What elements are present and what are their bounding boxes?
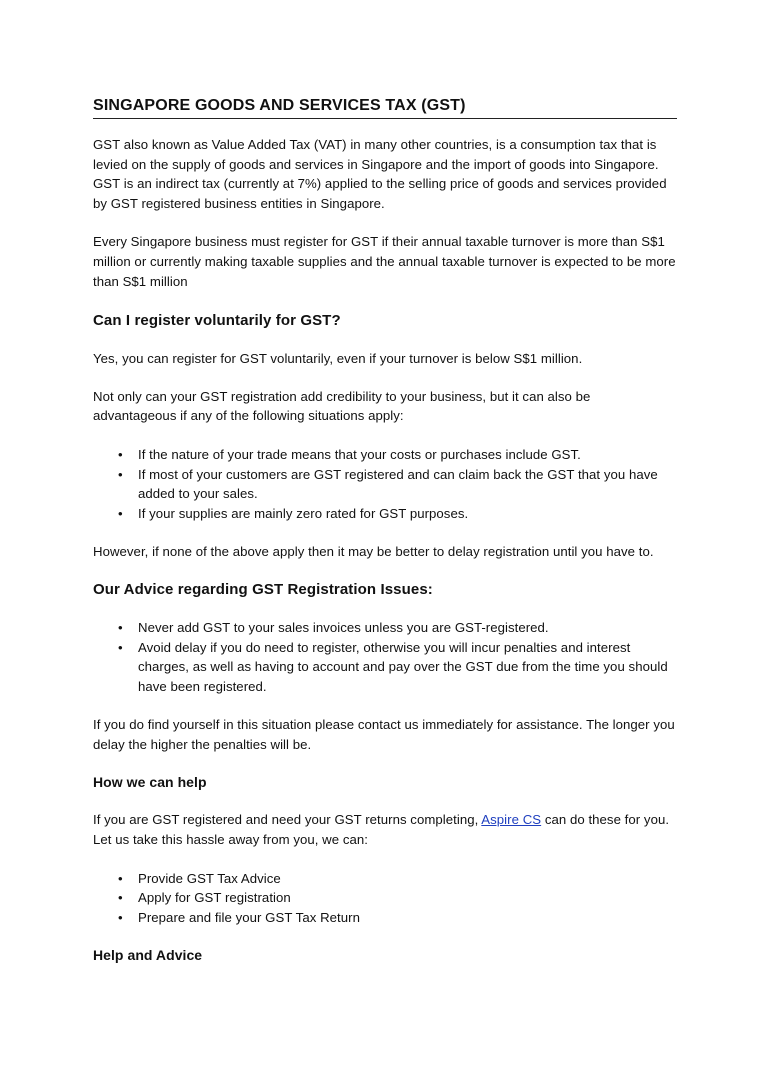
bullet-icon: •	[118, 639, 123, 655]
intro-paragraph: Every Singapore business must register for GST if their annual taxable turnover is more than S$1 million or currently making taxable supplies and the annual taxable turnover is expected to be more than S$1 million	[93, 234, 676, 289]
aspire-cs-link[interactable]: Aspire CS	[481, 812, 542, 828]
voluntary-paragraph: Not only can your GST registration add credibility to your business, but it can also be advantageous if any of the following situations apply:	[93, 388, 591, 424]
list-item-text: If most of your customers are GST registered and can claim back the GST that you have added to your sales.	[138, 466, 658, 502]
voluntary-paragraph: However, if none of the above apply then it may be better to delay registration until you have to.	[93, 544, 654, 560]
bullet-icon: •	[118, 909, 123, 925]
list-item	[93, 504, 677, 524]
advice-paragraph: If you do find yourself in this situation please contact us immediately for assistance. The longer you delay the higher the penalties will be.	[93, 717, 675, 752]
list-item	[93, 908, 677, 928]
bullet-icon: •	[118, 619, 123, 635]
help-bullet-list	[93, 869, 677, 928]
section-heading-voluntary: Can I register voluntarily for GST?	[93, 312, 341, 330]
list-item	[93, 888, 677, 908]
help-text-after-link: can do these for you. Let us take this hassle away from you, we can:	[93, 812, 670, 848]
section-heading-advice: Our Advice regarding GST Registration Issues:	[93, 580, 433, 598]
bullet-icon: •	[118, 446, 123, 462]
intro-paragraph: GST also known as Value Added Tax (VAT) in many other countries, is a consumption tax that is levied on the supply of goods and services in Singapore and the import of goods into Singapore. GST is an indirect tax (currently at 7%) applied to the selling price of goods and services provided by GST registered business entities in Singapore.	[93, 137, 667, 211]
help-text-before-link: If you are GST registered and need your GST returns completing,	[93, 812, 482, 828]
list-item	[93, 869, 677, 889]
list-item-text: Never add GST to your sales invoices unless you are GST-registered.	[138, 619, 549, 635]
help-paragraph	[93, 810, 677, 849]
bullet-icon: •	[118, 505, 123, 521]
list-item-text: Provide GST Tax Advice	[138, 870, 281, 886]
advice-bullet-list	[93, 618, 677, 696]
list-item-text: If the nature of your trade means that your costs or purchases include GST.	[138, 446, 581, 462]
list-item-text: If your supplies are mainly zero rated for GST purposes.	[138, 505, 469, 521]
bullet-icon: •	[118, 870, 123, 886]
document-page	[93, 96, 677, 965]
bullet-icon: •	[118, 466, 123, 482]
list-item	[93, 618, 677, 638]
list-item-text: Prepare and file your GST Tax Return	[138, 909, 360, 925]
list-item-text: Avoid delay if you do need to register, otherwise you will incur penalties and interest charges, as well as having to account and pay over the GST due from the time you should have been registered.	[138, 639, 668, 694]
section-heading-help-advice: Help and Advice	[93, 947, 203, 964]
section-heading-help: How we can help	[93, 774, 207, 791]
list-item	[93, 465, 677, 504]
voluntary-paragraph: Yes, you can register for GST voluntarily, even if your turnover is below S$1 million.	[93, 351, 583, 367]
voluntary-bullet-list	[93, 445, 677, 523]
document-title: SINGAPORE GOODS AND SERVICES TAX (GST)	[93, 96, 677, 119]
list-item	[93, 638, 677, 697]
list-item	[93, 445, 677, 465]
list-item-text: Apply for GST registration	[138, 890, 291, 906]
bullet-icon: •	[118, 890, 123, 906]
